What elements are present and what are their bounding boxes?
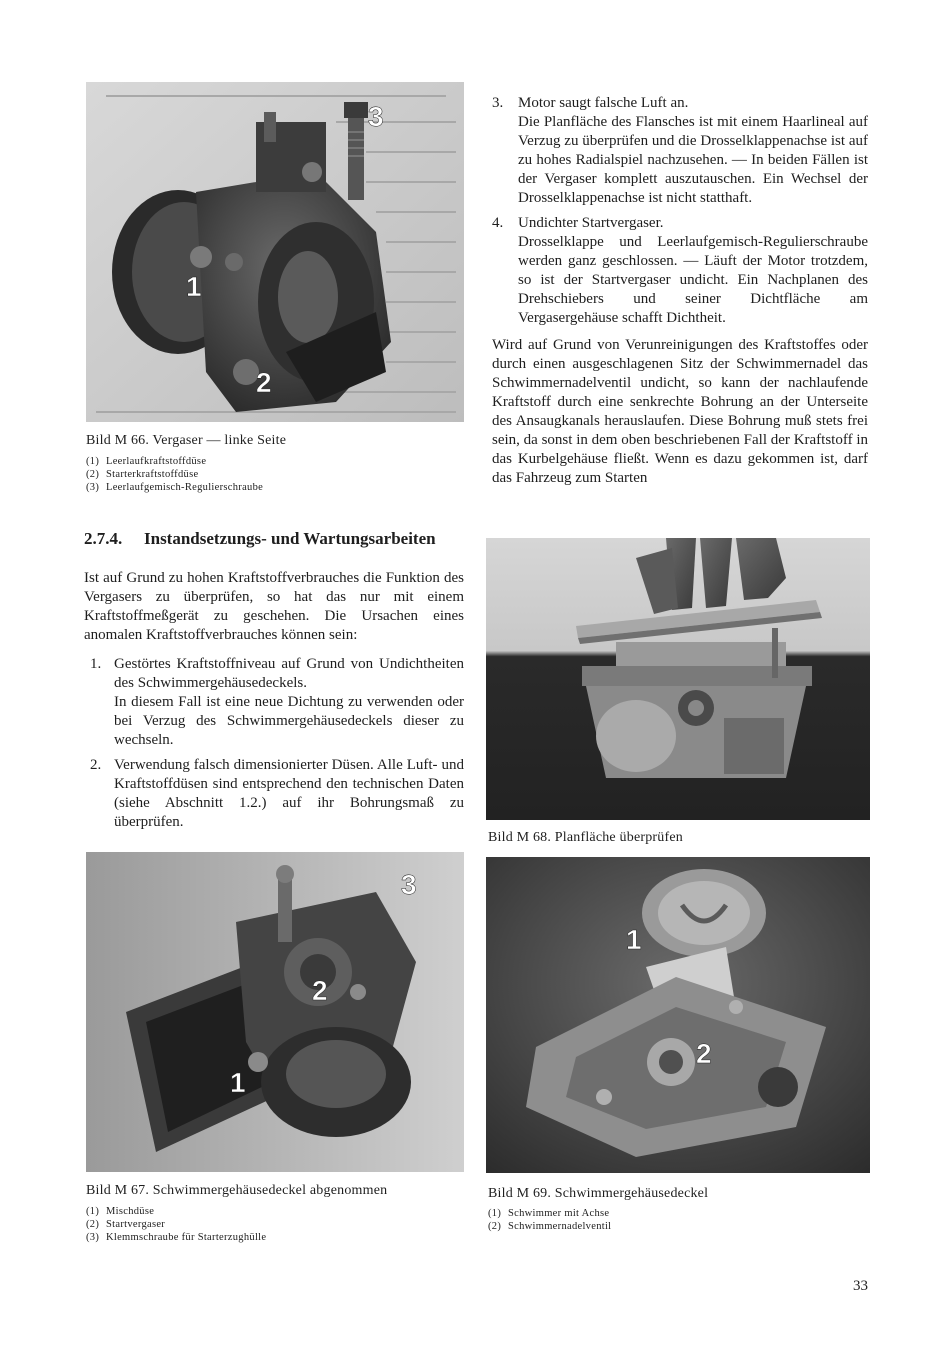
svg-text:1: 1 bbox=[186, 271, 202, 302]
intro-paragraph: Ist auf Grund zu hohen Kraftstoffverbrauches die Funktion des Vergasers zu überprüfen, so hat das nur mit einem Kraftstoffmeßgerät zu geschehen. Die Ursachen eines anomalen Kraftstoffverbrauches können sein: bbox=[84, 570, 464, 643]
figure-m68-photo bbox=[486, 538, 870, 820]
right-body bbox=[492, 94, 868, 488]
svg-text:2: 2 bbox=[256, 367, 272, 398]
page-number: 33 bbox=[853, 1278, 868, 1294]
svg-text:2: 2 bbox=[696, 1038, 712, 1069]
svg-text:2: 2 bbox=[312, 975, 328, 1006]
figure-m66-photo bbox=[86, 82, 464, 422]
figure-m67-legend-item: (1) Mischdüse bbox=[86, 1206, 155, 1217]
list-item: 4. Undichter Startvergaser. Drosselklappe und Leerlaufgemisch-Regulierschraube werden ganz geschlossen. — Läuft der Motor trotzdem, so ist der Startvergaser undicht. Ein Nachplanen des Drehschiebers und seiner Dichtfläche am Vergasergehäuse schafft Dichtheit. bbox=[492, 215, 868, 326]
section-heading bbox=[84, 529, 474, 549]
svg-text:3: 3 bbox=[368, 101, 384, 132]
list-item: 1. Gestörtes Kraftstoffniveau auf Grund von Undichtheiten des Schwimmergehäusedeckels. In diesem Fall ist eine neue Dichtung zu verwenden oder bei Verzug des Schwimmergehäusedeckels dieser zu wechseln. bbox=[90, 656, 464, 748]
cause-list-left bbox=[84, 655, 464, 832]
figure-m69-legend-item: (1) Schwimmer mit Achse bbox=[488, 1208, 610, 1219]
section-number: 2.7.4. bbox=[84, 529, 123, 548]
figure-m66-caption bbox=[86, 433, 466, 494]
figure-m66-legend-item: (3) Leerlaufgemisch-Regulierschraube bbox=[86, 482, 264, 493]
svg-text:1: 1 bbox=[230, 1067, 246, 1098]
svg-text:1: 1 bbox=[626, 924, 642, 955]
figure-m67-legend-item: (2) Startvergaser bbox=[86, 1219, 166, 1230]
list-item: 3. Motor saugt falsche Luft an. Die Planfläche des Flansches ist mit einem Haarlineal auf Verzug zu überprüfen und die Drosselklappenachse ist auf zu hohes Radialspiel nachzusehen. — In beiden Fällen ist der Vergaser komplett auszutauschen. Ein Wechsel der Drosselklappenachse ist nicht statthaft. bbox=[492, 95, 868, 206]
section-title: Instandsetzungs- und Wartungsarbeiten bbox=[144, 529, 436, 548]
figure-m68-caption-title: Bild M 68. Planfläche überprüfen bbox=[488, 830, 683, 845]
figure-m66-caption-title: Bild M 66. Vergaser — linke Seite bbox=[86, 433, 287, 448]
figure-m67-caption bbox=[86, 1183, 466, 1244]
figure-m67-caption-title: Bild M 67. Schwimmergehäusedeckel abgenommen bbox=[86, 1183, 388, 1198]
figure-m69-legend-item: (2) Schwimmernadelventil bbox=[488, 1221, 612, 1232]
figure-m69-caption-title: Bild M 69. Schwimmergehäusedeckel bbox=[488, 1186, 709, 1201]
figure-m67-legend-item: (3) Klemmschraube für Starterzughülle bbox=[86, 1232, 267, 1243]
svg-text:3: 3 bbox=[401, 869, 417, 900]
figure-m66-legend-item: (2) Starterkraftstoffdüse bbox=[86, 469, 199, 480]
figure-m69-caption bbox=[488, 1186, 868, 1233]
figure-m67-photo bbox=[86, 852, 464, 1172]
left-body bbox=[84, 569, 464, 838]
fuel-leak-paragraph: Wird auf Grund von Verunreinigungen des Kraftstoffes oder durch einen ausgeschlagenen Sitz der Schwimmernadel das Schwimmernadelventil undicht, so kann der nachlaufende Kraftstoff durch eine senkrechte Bohrung an der Unterseite des Ansaugkanals herauslaufen. Diese Bohrung muß stets frei sein, da sonst in dem oben beschriebenen Fall der Kraftstoff in das Kurbelgehäuse fließt. Wenn es dazu gekommen ist, darf das Fahrzeug zum Starten bbox=[492, 337, 868, 486]
cause-list-right bbox=[492, 94, 868, 328]
list-item: 2. Verwendung falsch dimensionierter Düsen. Alle Luft- und Kraftstoffdüsen sind entsprechend den technischen Daten (siehe Abschnitt 1.2.) auf ihr Bohrungsmaß zu überprüfen. bbox=[90, 757, 464, 830]
figure-m66-legend-item: (1) Leerlaufkraftstoffdüse bbox=[86, 456, 207, 467]
figure-m69-photo bbox=[486, 857, 870, 1173]
